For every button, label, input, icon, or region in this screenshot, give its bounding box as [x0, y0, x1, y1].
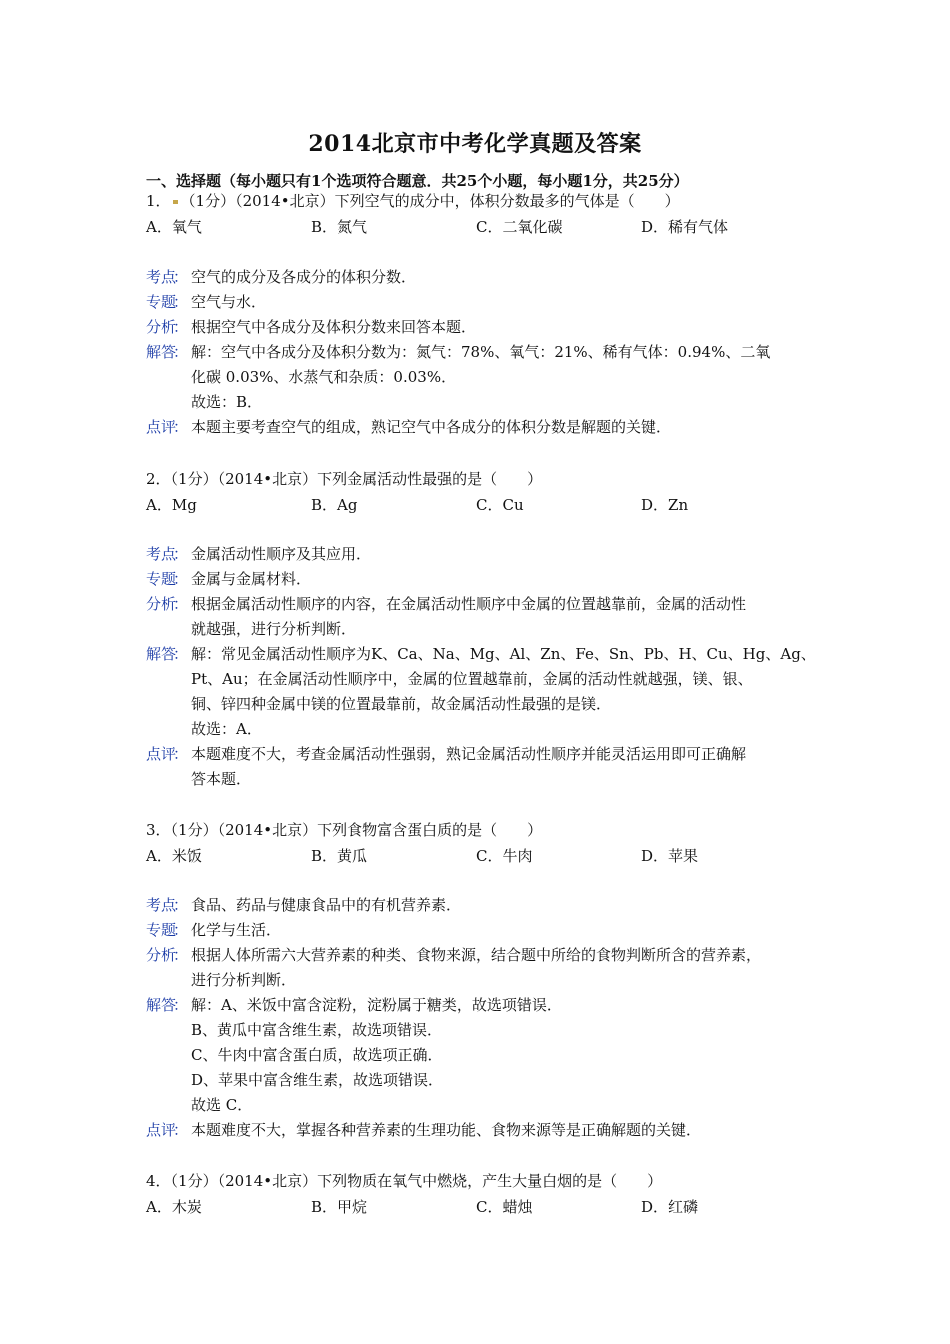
- option-c: C．蜡烛: [476, 1198, 533, 1216]
- dianping-label: 点评 ：: [146, 415, 191, 440]
- fenxi-label: 分析 ：: [146, 315, 191, 340]
- jieda-row: [146, 642, 826, 742]
- question-number: 3．: [146, 821, 171, 839]
- dianping-text: 本题难度不大，掌握各种营养素的生理功能、食物来源等是正确解题的关键．: [191, 1121, 702, 1139]
- kaodian-label: 考点 ：: [146, 893, 191, 918]
- dianping-row: [146, 1118, 826, 1143]
- question-number: 1．: [146, 192, 171, 210]
- fenxi-line: 进行分析判断．: [191, 971, 297, 989]
- zhuanti-row: [146, 567, 826, 592]
- zhuanti-text: 化学与生活．: [191, 921, 282, 939]
- question-text: （1分）（2014•北京）下列金属活动性最强的是（ ）: [170, 470, 543, 488]
- jieda-answer: 故选 C．: [191, 1096, 253, 1114]
- jieda-line: C、牛肉中富含蛋白质，故选项正确．: [191, 1046, 443, 1064]
- fenxi-row: [146, 315, 826, 340]
- kaodian-text: 食品、药品与健康食品中的有机营养素．: [191, 896, 462, 914]
- jieda-line: 解：空气中各成分及体积分数为：氮气：78%、氧气：21%、稀有气体：0.94%、二氧: [191, 343, 771, 361]
- option-a: A．氧气: [146, 218, 202, 236]
- dianping-line: 答本题．: [191, 770, 252, 788]
- option-d: D．Zn: [641, 496, 689, 514]
- option-c: C．Cu: [476, 496, 524, 514]
- zhuanti-row: [146, 290, 826, 315]
- jieda-answer: 故选：A．: [191, 720, 262, 738]
- option-b: B．黄瓜: [311, 847, 368, 865]
- option-a: A．Mg: [146, 496, 197, 514]
- question-text: （1分）（2014•北京）下列物质在氧气中燃烧，产生大量白烟的是（ ）: [170, 1172, 663, 1190]
- dianping-label: 点评 ：: [146, 1118, 191, 1143]
- zhuanti-text: 空气与水．: [191, 293, 267, 311]
- kaodian-row: [146, 265, 826, 290]
- fenxi-text: 根据空气中各成分及体积分数来回答本题．: [191, 318, 477, 336]
- dianping-label: 点评 ：: [146, 742, 191, 792]
- marker-icon: [173, 200, 178, 204]
- option-a: A．米饭: [146, 847, 202, 865]
- fenxi-line: 根据人体所需六大营养素的种类、食物来源，结合题中所给的食物判断所含的营养素，: [191, 946, 762, 964]
- analysis-2: [146, 542, 826, 792]
- zhuanti-row: [146, 918, 826, 943]
- jieda-line: D、苹果中富含维生素，故选项错误．: [191, 1071, 444, 1089]
- question-stem: [146, 817, 826, 843]
- option-d: D．苹果: [641, 847, 699, 865]
- analysis-1: [146, 265, 826, 440]
- question-number: 4．: [146, 1172, 171, 1190]
- jieda-answer: 故选：B．: [191, 393, 263, 411]
- options-row: [146, 843, 826, 869]
- kaodian-row: [146, 542, 826, 567]
- fenxi-row: [146, 943, 826, 993]
- kaodian-row: [146, 893, 826, 918]
- kaodian-label: 考点 ：: [146, 542, 191, 567]
- jieda-row: [146, 340, 826, 415]
- dianping-line: 本题难度不大，考查金属活动性强弱，熟记金属活动性顺序并能灵活运用即可正确解: [191, 745, 747, 763]
- question-3: [146, 817, 826, 869]
- options-row: [146, 214, 826, 240]
- option-b: B．Ag: [311, 496, 358, 514]
- fenxi-label: 分析 ：: [146, 592, 191, 642]
- question-4: [146, 1168, 826, 1220]
- question-stem: [146, 1168, 826, 1194]
- zhuanti-label: 专题 ：: [146, 567, 191, 592]
- fenxi-row: [146, 592, 826, 642]
- fenxi-line: 就越强，进行分析判断．: [191, 620, 357, 638]
- jieda-line: 化碳 0.03%、水蒸气和杂质：0.03%．: [191, 368, 457, 386]
- question-number: 2．: [146, 470, 171, 488]
- jieda-label: 解答 ：: [146, 993, 191, 1118]
- option-b: B．甲烷: [311, 1198, 368, 1216]
- kaodian-text: 空气的成分及各成分的体积分数．: [191, 268, 417, 286]
- jieda-row: [146, 993, 826, 1118]
- kaodian-text: 金属活动性顺序及其应用．: [191, 545, 372, 563]
- question-1: [146, 188, 826, 240]
- page-title: 2014北京市中考化学真题及答案: [308, 131, 642, 157]
- dianping-row: [146, 415, 826, 440]
- option-b: B．氮气: [311, 218, 368, 236]
- zhuanti-label: 专题 ：: [146, 290, 191, 315]
- zhuanti-label: 专题 ：: [146, 918, 191, 943]
- jieda-line: Pt、Au；在金属活动性顺序中，金属的位置越靠前，金属的活动性就越强，镁、银、: [191, 670, 753, 688]
- question-text: （1分）（2014•北京）下列食物富含蛋白质的是（ ）: [170, 821, 543, 839]
- option-d: D．稀有气体: [641, 218, 729, 236]
- jieda-line: 解：常见金属活动性顺序为K、Ca、Na、Mg、Al、Zn、Fe、Sn、Pb、H、Cu、Hg、Ag、: [191, 645, 816, 663]
- section-heading: 一、选择题（每小题只有1个选项符合题意．共25个小题，每小题1分，共25分）: [146, 172, 689, 190]
- zhuanti-text: 金属与金属材料．: [191, 570, 312, 588]
- question-stem: [146, 188, 826, 214]
- option-a: A．木炭: [146, 1198, 202, 1216]
- analysis-3: [146, 893, 826, 1143]
- options-row: [146, 492, 826, 518]
- dianping-row: [146, 742, 826, 792]
- kaodian-label: 考点 ：: [146, 265, 191, 290]
- options-row: [146, 1194, 826, 1220]
- option-d: D．红磷: [641, 1198, 699, 1216]
- dianping-text: 本题主要考查空气的组成，熟记空气中各成分的体积分数是解题的关键．: [191, 418, 672, 436]
- jieda-label: 解答 ：: [146, 340, 191, 415]
- jieda-label: 解答 ：: [146, 642, 191, 742]
- fenxi-label: 分析 ：: [146, 943, 191, 993]
- jieda-line: 解：A、米饭中富含淀粉，淀粉属于糖类，故选项错误．: [191, 996, 562, 1014]
- jieda-line: 铜、锌四种金属中镁的位置最靠前，故金属活动性最强的是镁．: [191, 695, 612, 713]
- fenxi-line: 根据金属活动性顺序的内容，在金属活动性顺序中金属的位置越靠前，金属的活动性: [191, 595, 747, 613]
- question-stem: [146, 466, 826, 492]
- option-c: C．牛肉: [476, 847, 533, 865]
- jieda-line: B、黄瓜中富含维生素，故选项错误．: [191, 1021, 443, 1039]
- option-c: C．二氧化碳: [476, 218, 563, 236]
- question-2: [146, 466, 826, 518]
- question-text: （1分）（2014•北京）下列空气的成分中，体积分数最多的气体是（ ）: [180, 192, 680, 210]
